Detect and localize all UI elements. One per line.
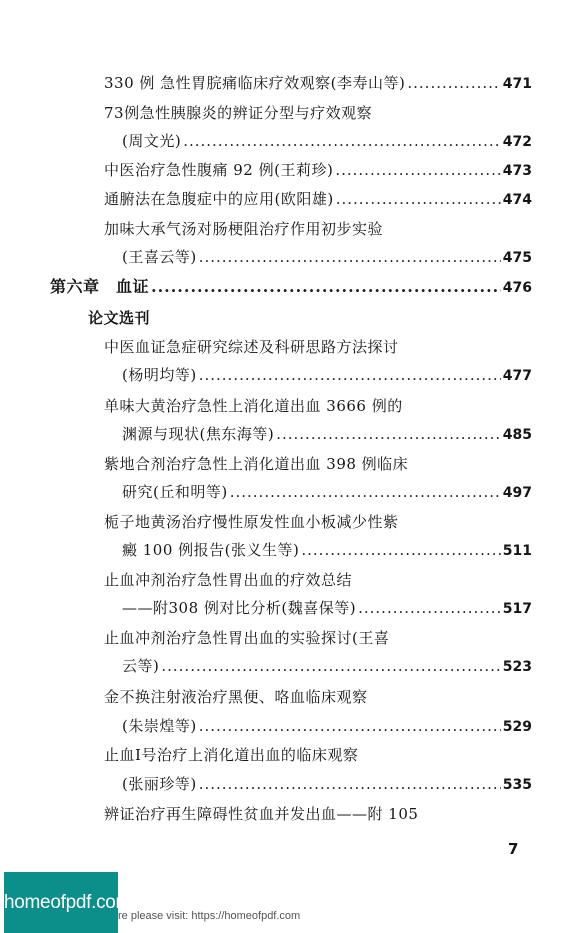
toc-leader-dots: [230, 479, 501, 505]
toc-entry: [104, 742, 358, 768]
toc-leader-dots: [276, 421, 501, 447]
toc-entry-title: 73例急性胰腺炎的辨证分型与疗效观察: [104, 104, 373, 122]
toc-entry-title: 中医治疗急性腹痛 92 例(王莉珍): [104, 161, 334, 179]
toc-entry-page: 473: [502, 163, 532, 179]
toc-entry: [122, 244, 532, 270]
toc-entry-title: 第六章 血证: [50, 277, 150, 296]
toc-entry-title: 加味大承气汤对肠梗阻治疗作用初步实验: [104, 220, 384, 238]
toc-entry-title: 紫地合剂治疗急性上消化道出血 398 例临床: [104, 455, 409, 473]
toc-leader-dots: [183, 128, 501, 154]
toc-entry-title: (杨明均等): [122, 366, 197, 384]
toc-entry-title: 通腑法在急腹症中的应用(欧阳雄): [104, 190, 334, 208]
toc-entry: [104, 451, 408, 477]
toc-entry-title: 癜 100 例报告(张义生等): [122, 541, 300, 559]
toc-entry: [104, 801, 418, 827]
toc-entry-title: 栀子地黄汤治疗慢性原发性血小板减少性紫: [104, 513, 399, 531]
toc-entry: [104, 684, 368, 710]
toc-leader-dots: [199, 362, 501, 388]
toc-entry-page: 517: [502, 601, 532, 617]
toc-entry-title: 辨证治疗再生障碍性贫血并发出血——附 105: [104, 805, 419, 823]
toc-entry: [104, 567, 352, 593]
toc-entry-page: 529: [502, 719, 532, 735]
toc-entry-title: 渊源与现状(焦东海等): [122, 425, 275, 443]
toc-chapter-heading: [50, 274, 532, 300]
toc-entry-page: 477: [502, 368, 532, 384]
toc-leader-dots: [336, 186, 501, 212]
watermark-text[interactable]: re please visit: https://homeofpdf.com: [118, 910, 301, 922]
toc-entry-page: 471: [502, 76, 532, 92]
toc-leader-dots: [161, 653, 500, 679]
toc-entry: [104, 393, 403, 419]
toc-entry: [122, 595, 532, 621]
toc-entry: [104, 100, 372, 126]
toc-entry-page: 497: [502, 485, 532, 501]
toc-entry-page: 472: [502, 134, 532, 150]
toc-leader-dots: [199, 713, 501, 739]
toc-entry-page: 511: [502, 543, 532, 559]
toc-entry-title: 止血冲剂治疗急性胃出血的实验探讨(王喜: [104, 629, 390, 647]
toc-entry: [104, 509, 399, 535]
toc-leader-dots: [358, 595, 501, 621]
toc-entry-title: 云等): [122, 657, 160, 675]
toc-entry: [122, 421, 532, 447]
toc-entry-title: 论文选刊: [88, 309, 151, 327]
toc-entry: [122, 713, 532, 739]
toc-entry-title: 止血Ⅰ号治疗上消化道出血的临床观察: [104, 746, 359, 764]
toc-entry-title: 单味大黄治疗急性上消化道出血 3666 例的: [104, 397, 403, 415]
toc-entry-title: (张丽珍等): [122, 775, 197, 793]
toc-entry-page: 485: [502, 427, 532, 443]
toc-leader-dots: [407, 70, 500, 96]
watermark-logo[interactable]: homeofpdf.com: [4, 872, 118, 933]
toc-entry-title: 中医血证急症研究综述及科研思路方法探讨: [104, 338, 399, 356]
watermark-banner: [0, 872, 576, 933]
toc-entry: [122, 537, 532, 563]
toc-entry: [104, 157, 532, 183]
toc-entry: [122, 479, 532, 505]
toc-entry-title: 金不换注射液治疗黑便、咯血临床观察: [104, 688, 368, 706]
toc-entry-title: 研究(丘和明等): [122, 483, 228, 501]
toc-entry: [122, 128, 532, 154]
toc-entry-title: (王喜云等): [122, 248, 197, 266]
toc-entry: [104, 186, 532, 212]
toc-entry-page: 474: [502, 192, 532, 208]
toc-entry-page: 475: [502, 250, 532, 266]
toc-entry: [122, 653, 532, 679]
toc-leader-dots: [151, 274, 501, 300]
toc-entry: [122, 362, 532, 388]
toc-entry-title: 330 例 急性胃脘痛临床疗效观察(李寿山等): [104, 74, 406, 92]
toc-entry-page: 476: [502, 280, 532, 296]
toc-entry-page: 535: [502, 777, 532, 793]
toc-entry-title: ——附308 例对比分析(魏喜保等): [122, 599, 357, 617]
toc-entry-page: 523: [502, 659, 532, 675]
toc-leader-dots: [335, 157, 500, 183]
toc-entry: [104, 216, 383, 242]
toc-entry: [104, 625, 389, 651]
page-number: 7: [508, 840, 519, 858]
toc-entry-title: 止血冲剂治疗急性胃出血的疗效总结: [104, 571, 353, 589]
toc-entry: [104, 334, 399, 360]
toc-leader-dots: [301, 537, 500, 563]
toc-section-heading: [88, 305, 150, 331]
toc-leader-dots: [199, 771, 501, 797]
toc-entry-title: (朱崇煌等): [122, 717, 197, 735]
toc-leader-dots: [199, 244, 501, 270]
toc-entry: [104, 70, 532, 96]
toc-entry-title: (周文光): [122, 132, 182, 150]
toc-entry: [122, 771, 532, 797]
